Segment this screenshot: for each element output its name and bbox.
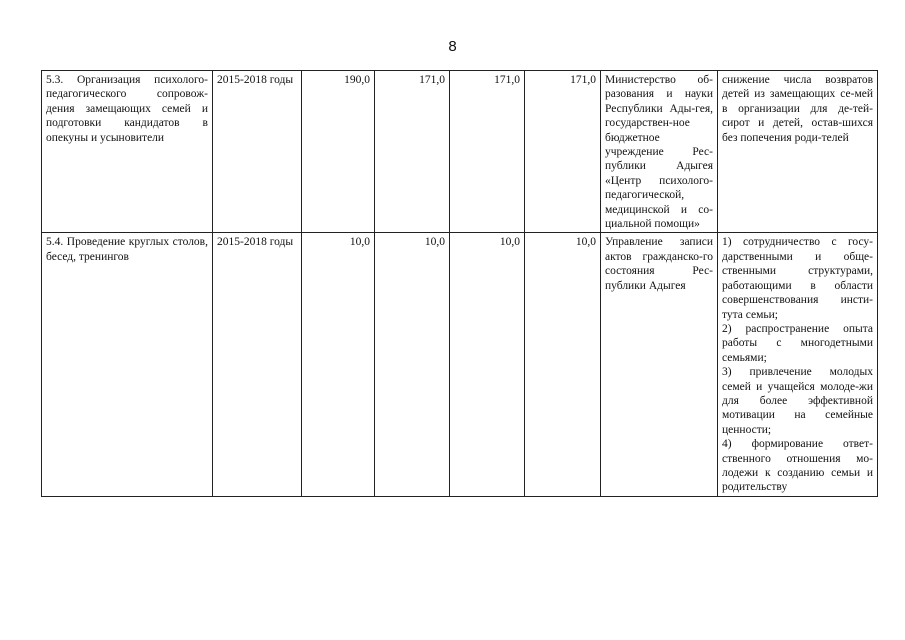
funding-cell: 10,0 (375, 233, 450, 496)
table-row (42, 233, 878, 496)
executor-cell: Министерство об-разования и науки Республики Ады-гея, государствен-ное бюджетное учреждение Рес-публики Адыгея «Центр психолого-педагогической, медицинской и со-циальной помощи» (601, 71, 718, 233)
funding-cell: 171,0 (450, 71, 525, 233)
result-item: 4) формирование ответ-ственного отношения мо-лодежи к созданию семьи и родительству (722, 438, 873, 494)
funding-cell: 10,0 (525, 233, 601, 496)
period-cell: 2015-2018 годы (213, 233, 302, 496)
program-table (41, 70, 878, 497)
result-item: снижение числа возвратов детей из замещающих се-мей в организации для де-тей-сирот и детей, остав-шихся без попечения роди-телей (722, 74, 873, 144)
funding-cell: 171,0 (375, 71, 450, 233)
activity-name-cell: 5.4. Проведение круглых столов, бесед, тренингов (42, 233, 213, 496)
table-row (42, 71, 878, 233)
activity-name-cell: 5.3. Организация психолого-педагогического сопровож-дения замещающих семей и подготовки кандидатов в опекуны и усыновители (42, 71, 213, 233)
page-number: 8 (448, 38, 457, 55)
funding-cell: 171,0 (525, 71, 601, 233)
expected-result-cell (718, 71, 878, 233)
funding-cell: 10,0 (302, 233, 375, 496)
period-cell: 2015-2018 годы (213, 71, 302, 233)
funding-cell: 10,0 (450, 233, 525, 496)
expected-result-cell (718, 233, 878, 496)
executor-cell: Управление записи актов гражданско-го состояния Рес-публики Адыгея (601, 233, 718, 496)
result-item: 3) привлечение молодых семей и учащейся молоде-жи для более эффективной мотивации на семейные ценности; (722, 366, 873, 436)
result-item: 1) сотрудничество с госу-дарственными и обще-ственными структурами, работающими в области совершенствования инсти-тута семьи; (722, 236, 873, 321)
result-item: 2) распространение опыта работы с многодетными семьями; (722, 322, 873, 364)
funding-cell: 190,0 (302, 71, 375, 233)
